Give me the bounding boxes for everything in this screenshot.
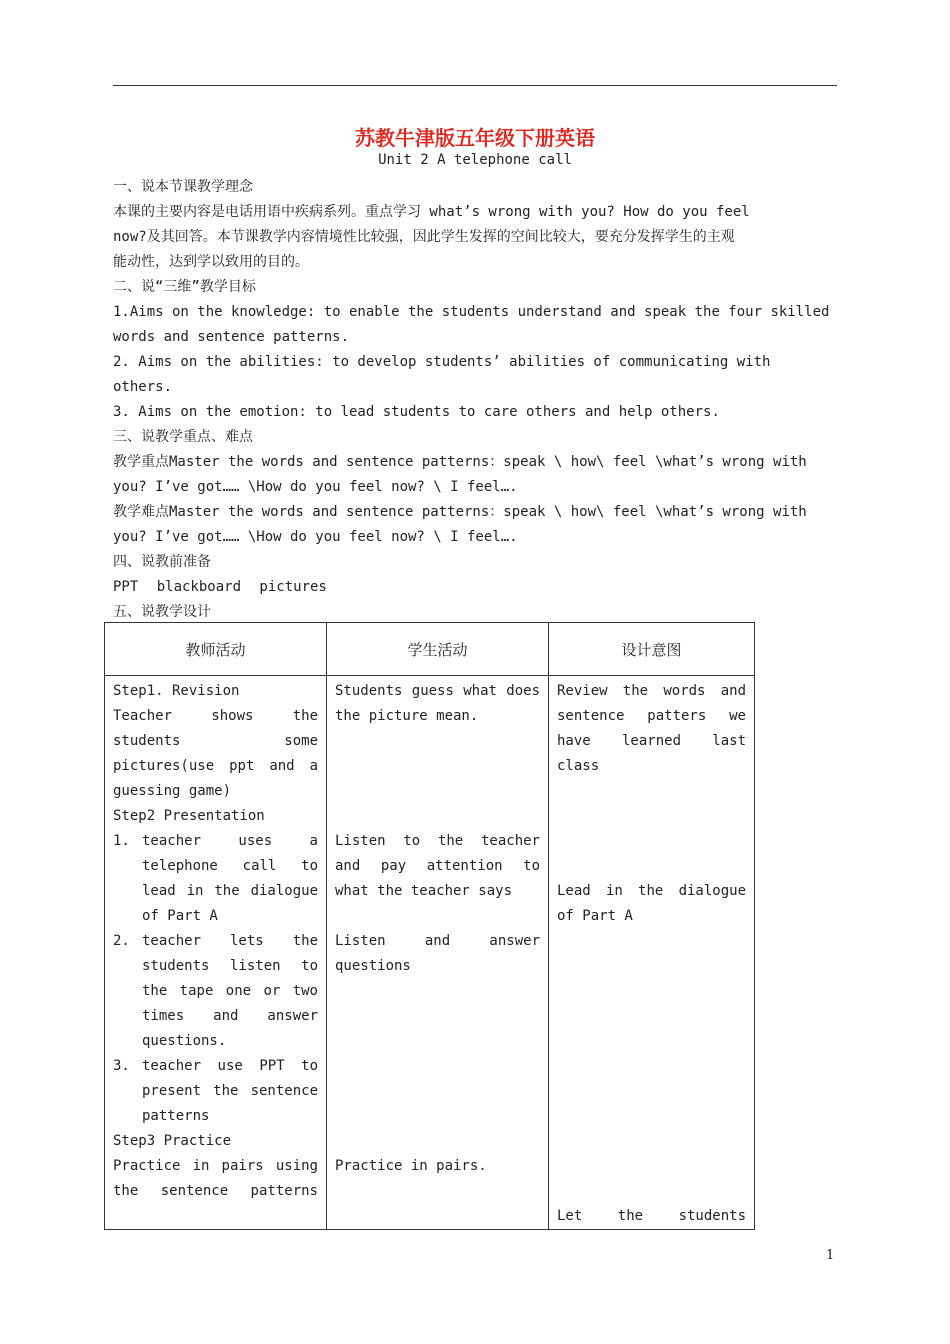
cell-line: the sentence patterns [113,1183,318,1199]
paragraph-line: 本课的主要内容是电话用语中疾病系列。重点学习 what’s wrong with you? How do you feel [113,204,750,220]
paragraph-line: 教学难点Master the words and sentence patterns：speak \ how\ feel \what’s wrong with [113,504,807,520]
cell-line: teacher uses a [142,833,318,849]
paragraph-line: PPT blackboard pictures [113,579,327,595]
design-intent-cell [549,676,755,1230]
paragraph-line: others. [113,379,173,395]
cell-line: times and answer [142,1008,318,1024]
cell-line: pictures(use ppt and a [113,758,318,774]
document-title: 苏教牛津版五年级下册英语 [355,126,595,150]
teaching-design-table [104,622,755,1230]
section-heading: 一、说本节课教学理念 [113,179,253,195]
cell-line: teacher lets the [142,933,318,949]
cell-line: Lead in the dialogue [557,883,746,899]
numbered-item [113,1054,318,1079]
numbered-item-cont [113,879,318,904]
cell-line: teacher use PPT to [142,1058,318,1074]
cell-line: telephone call to [142,858,318,874]
teacher-activity-cell [105,676,327,1230]
cell-line: questions. [142,1033,227,1049]
table-row [105,676,755,1230]
table-header-row [105,623,755,676]
cell-line: Step2 Presentation [113,808,265,824]
cell-line: Let the students [557,1208,746,1224]
paragraph-line: 3. Aims on the emotion: to lead students to care others and help others. [113,404,720,420]
paragraph-line: words and sentence patterns. [113,329,350,345]
cell-line: class [557,758,600,774]
section-heading: 三、说教学重点、难点 [113,429,253,445]
item-number: 3. [113,1058,130,1074]
cell-line: Practice in pairs. [335,1158,487,1174]
cell-line: have learned last [557,733,746,749]
numbered-item-cont [113,954,318,979]
section-heading: 四、说教前准备 [113,554,211,570]
cell-line: Teacher shows the [113,708,318,724]
numbered-item-cont [113,1004,318,1029]
numbered-item-cont [113,979,318,1004]
numbered-item [113,929,318,954]
section-heading: 五、说教学设计 [113,604,211,620]
cell-line: of Part A [557,908,633,924]
item-number: 1. [113,833,130,849]
cell-line: Listen to the teacher [335,833,540,849]
document-body [113,175,837,625]
page-number: 1 [826,1248,835,1263]
cell-line: Step3 Practice [113,1133,232,1149]
header-rule [113,85,837,86]
paragraph-line: now?及其回答。本节课教学内容情境性比较强，因此学生发挥的空间比较大，要充分发挥学生的主观 [113,229,735,245]
cell-line: questions [335,958,411,974]
header-student-activity: 学生活动 [327,623,549,676]
header-teacher-activity: 教师活动 [105,623,327,676]
cell-line: present the sentence [142,1083,318,1099]
cell-line: lead in the dialogue [142,883,318,899]
cell-line: and pay attention to [335,858,540,874]
cell-line: the picture mean. [335,708,479,724]
numbered-item-cont [113,904,318,929]
numbered-item-cont [113,1079,318,1104]
cell-line: students some [113,733,318,749]
cell-line: the tape one or two [142,983,318,999]
cell-line: patterns [142,1108,210,1124]
numbered-item [113,829,318,854]
numbered-item-cont [113,1029,318,1054]
student-activity-cell [327,676,549,1230]
cell-line: Practice in pairs using [113,1158,318,1174]
item-number: 2. [113,933,130,949]
cell-line: of Part A [142,908,218,924]
paragraph-line: you? I’ve got…… \How do you feel now? \ I feel…. [113,479,518,495]
cell-line: Listen and answer [335,933,540,949]
paragraph-line: 2. Aims on the abilities: to develop students’ abilities of communicating with [113,354,771,370]
header-design-intent: 设计意图 [549,623,755,676]
cell-line: Students guess what does [335,683,540,699]
numbered-item-cont [113,854,318,879]
paragraph-line: 教学重点Master the words and sentence patterns：speak \ how\ feel \what’s wrong with [113,454,807,470]
cell-line: Review the words and [557,683,746,699]
section-heading: 二、说“三维”教学目标 [113,279,256,295]
paragraph-line: 能动性，达到学以致用的目的。 [113,254,309,270]
cell-line: Step1. Revision [113,683,240,699]
paragraph-line: 1.Aims on the knowledge: to enable the students understand and speak the four skilled [113,304,830,320]
cell-line: guessing game) [113,783,232,799]
cell-line: sentence patters we [557,708,746,724]
cell-line: students listen to [142,958,318,974]
cell-line: what the teacher says [335,883,513,899]
paragraph-line: you? I’ve got…… \How do you feel now? \ I feel…. [113,529,518,545]
document-subtitle: Unit 2 A telephone call [378,152,572,168]
numbered-item-cont [113,1104,318,1129]
